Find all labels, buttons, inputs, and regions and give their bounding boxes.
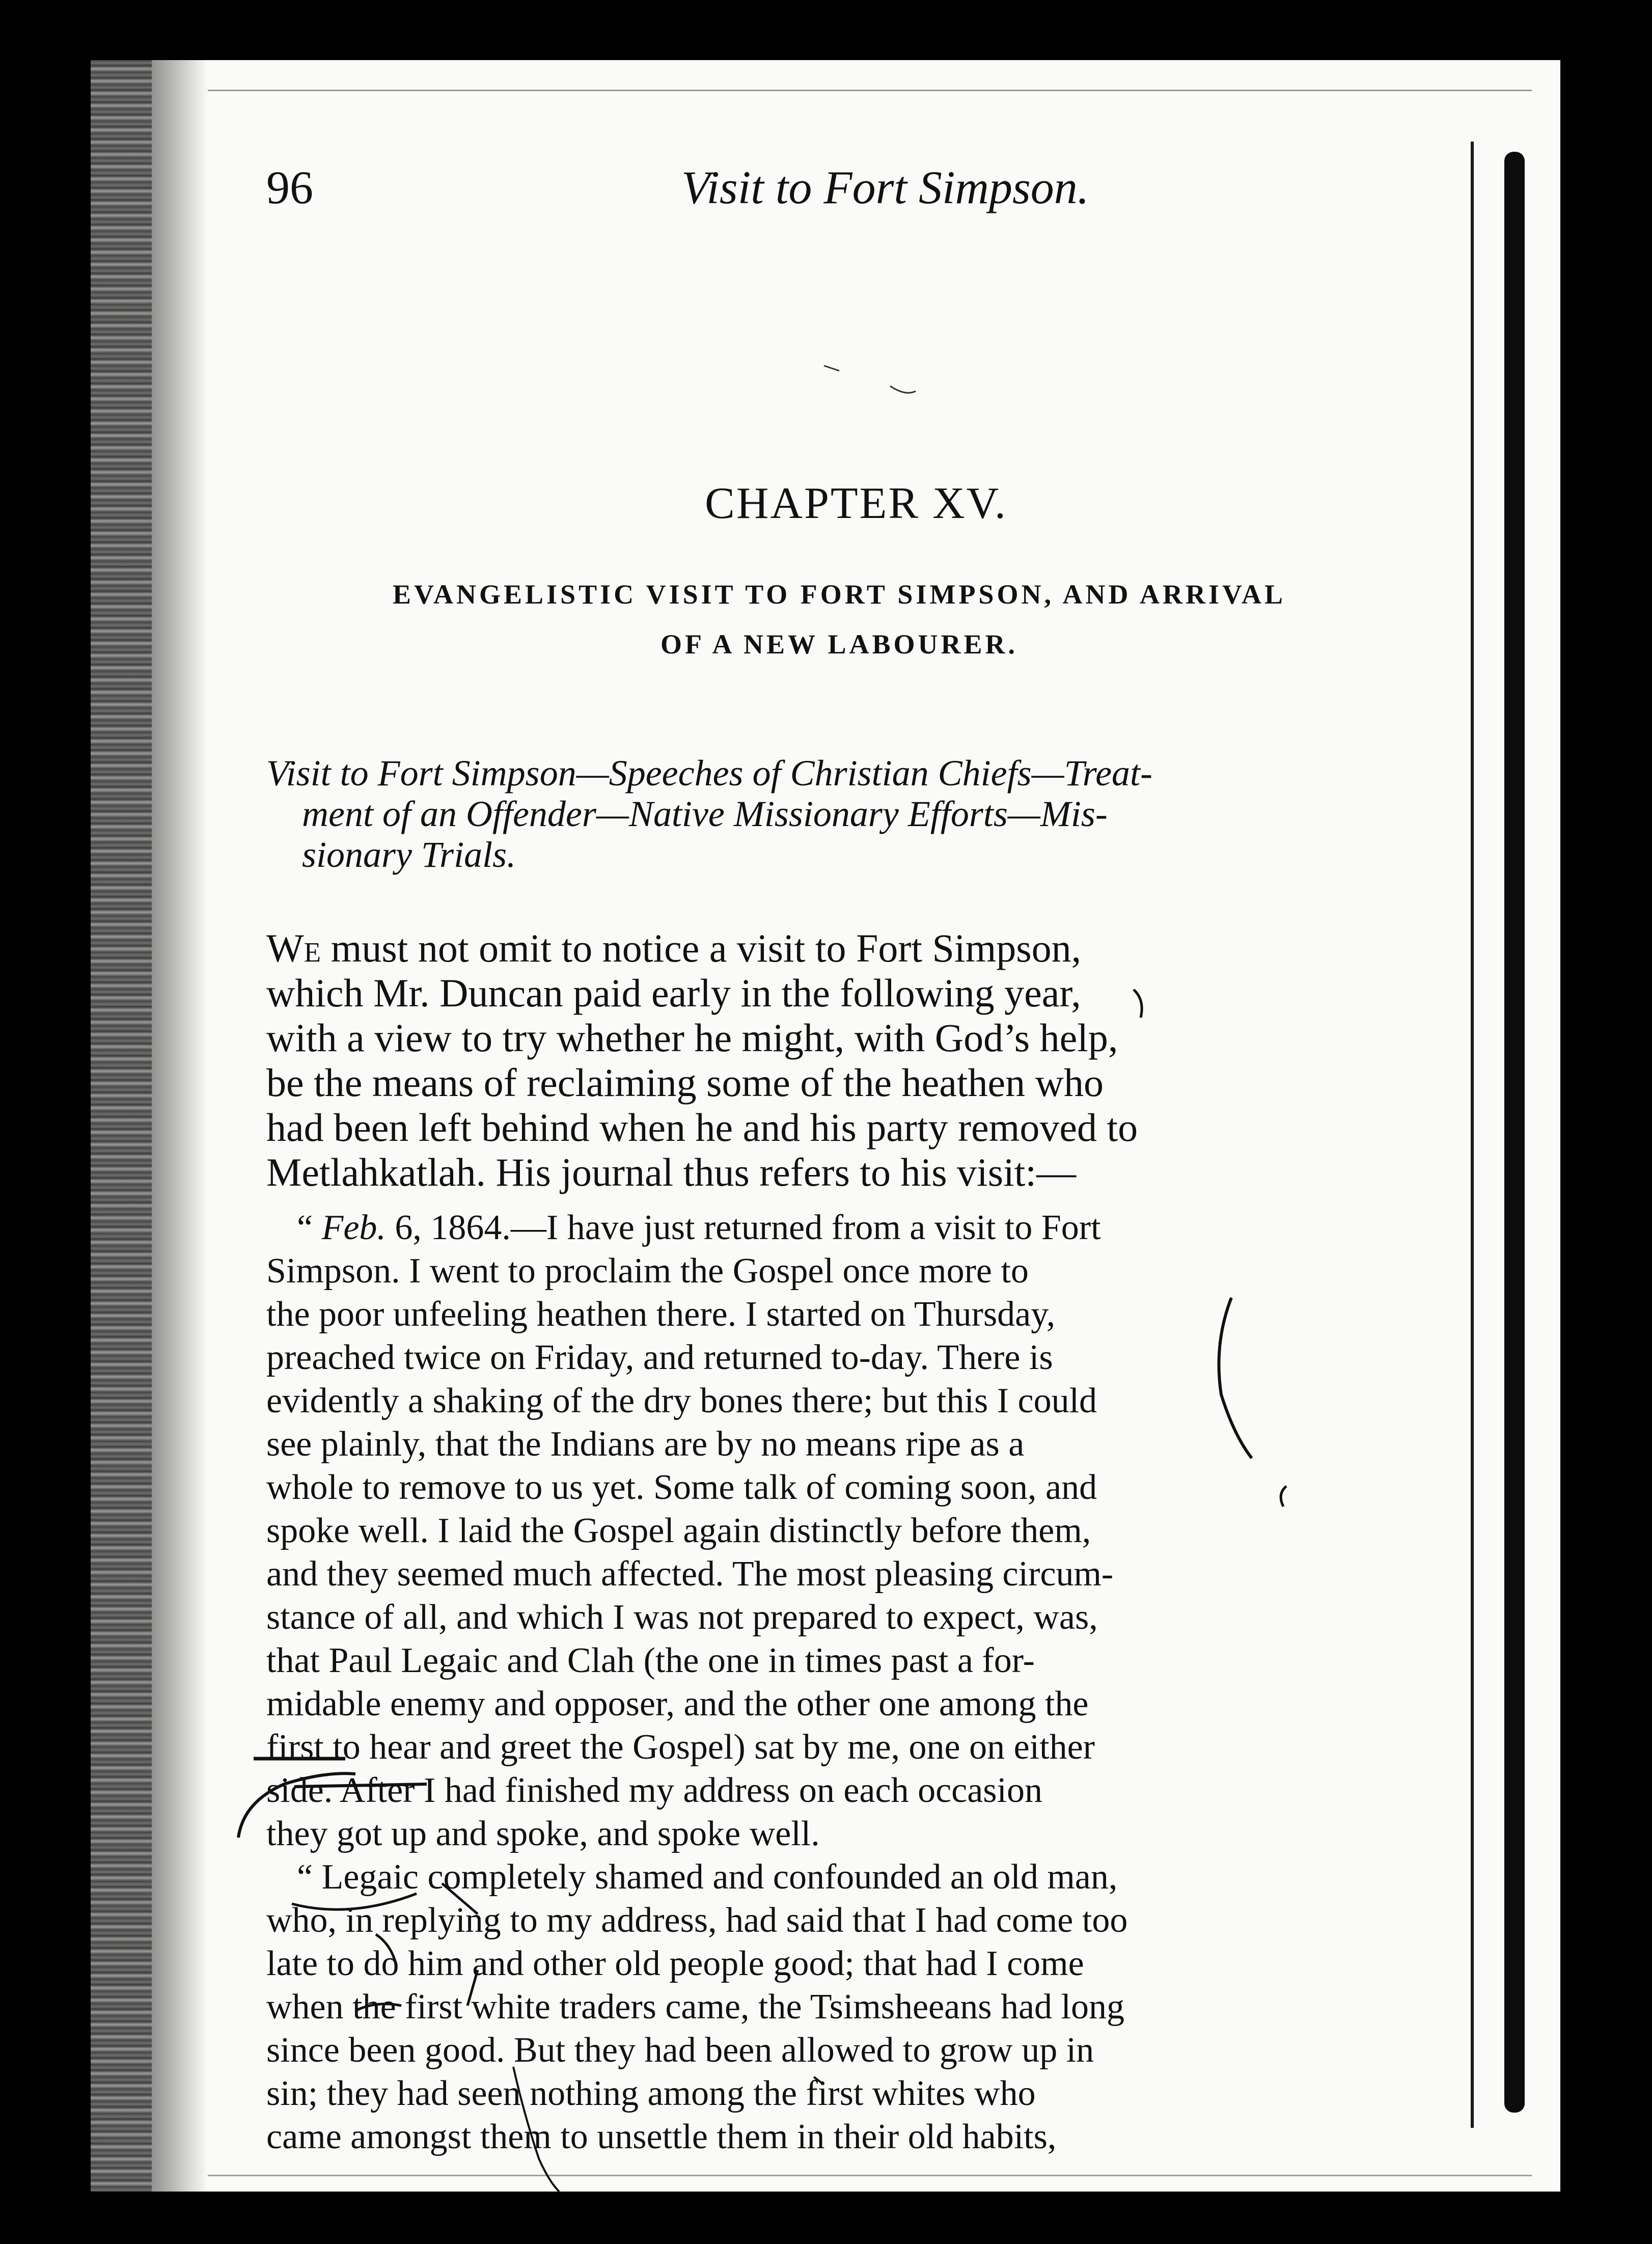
line-text: 6, 1864.—I have just returned from a visit to Fort [386,1208,1101,1247]
synopsis-line: ment of an Offender—Native Missionary Efforts—Mis- [302,793,1108,834]
synopsis-line: sionary Trials. [302,834,516,875]
dropcap-word: We [266,926,321,970]
paragraph-line: had been left behind when he and his party removed to [266,1105,1138,1150]
quote-mark: “ [297,1208,322,1247]
paragraph-line: sin; they had seen nothing among the first whites who [266,2074,1036,2113]
paragraph-line [266,1206,1407,1249]
binding-shadow-left [91,60,152,2192]
line-text: must not omit to notice a visit to Fort Simpson, [321,926,1082,970]
paragraph-line: who, in replying to my address, had said that I had come too [266,1901,1128,1940]
paragraph-line: see plainly, that the Indians are by no means ripe as a [266,1425,1025,1464]
scanned-page [91,60,1560,2192]
paragraph-line: Metlahkatlah. His journal thus refers to his visit:— [266,1150,1077,1194]
paragraph-line: which Mr. Duncan paid early in the following year, [266,971,1081,1015]
chapter-subtitle [284,569,1394,669]
pen-stroke [824,366,839,371]
paragraph-line: that Paul Legaic and Clah (the one in times past a for- [266,1641,1035,1680]
paragraph-line: late to do him and other old people good; that had I come [266,1944,1084,1983]
binding-fade [152,60,208,2192]
chapter-title: CHAPTER XV. [705,479,1007,528]
paragraph-line: preached twice on Friday, and returned to-day. There is [266,1338,1053,1377]
journal-date-month: Feb. [321,1208,386,1247]
page-number: 96 [266,161,313,213]
paragraph-line [266,926,1407,971]
paragraph-line: Simpson. I went to proclaim the Gospel once more to [266,1251,1029,1291]
chapter-subtitle-line: OF A NEW LABOURER. [660,629,1018,660]
paragraph-line: when the first white traders came, the Tsimsheeans had long [266,1987,1124,2027]
paragraph-line: be the means of reclaiming some of the heathen who [266,1060,1104,1105]
paragraph-line: and they seemed much affected. The most pleasing circum- [266,1554,1114,1594]
top-rule [208,90,1532,91]
paragraph-line: evidently a shaking of the dry bones there; but this I could [266,1381,1097,1420]
paragraph-line: “ Legaic completely shamed and confounded an old man, [297,1857,1118,1897]
journal-quote [266,1206,1407,2158]
paragraph-line: first to hear and greet the Gospel) sat by me, one on either [266,1728,1095,1767]
page-edge-right [1504,152,1525,2113]
paragraph-line: they got up and spoke, and spoke well. [266,1814,820,1853]
page-header [266,157,1376,218]
paragraph-line: since been good. But they had been allowed to grow up in [266,2031,1094,2070]
paragraph-line: came amongst them to unsettle them in their old habits, [266,2117,1057,2156]
paragraph-line: with a view to try whether he might, with God’s help, [266,1016,1118,1060]
chapter-subtitle-line: EVANGELISTIC VISIT TO FORT SIMPSON, AND ARRIVAL [392,579,1286,610]
paragraph-line: side. After I had finished my address on each occasion [266,1771,1042,1810]
synopsis-line: Visit to Fort Simpson—Speeches of Christian Chiefs—Treat- [266,753,1153,793]
paragraph-line: the poor unfeeling heathen there. I started on Thursday, [266,1295,1056,1334]
paragraph-intro [266,926,1407,1195]
page-edge-thin [1471,142,1474,2128]
pen-stroke [890,386,916,393]
running-title: Visit to Fort Simpson. [681,161,1089,213]
paragraph-line: spoke well. I laid the Gospel again distinctly before them, [266,1511,1091,1550]
paragraph-line: midable enemy and opposer, and the other one among the [266,1684,1089,1723]
paragraph-line: whole to remove to us yet. Some talk of coming soon, and [266,1468,1097,1507]
bottom-rule [208,2175,1532,2176]
paragraph-line: stance of all, and which I was not prepared to expect, was, [266,1598,1098,1637]
chapter-synopsis [266,753,1397,875]
